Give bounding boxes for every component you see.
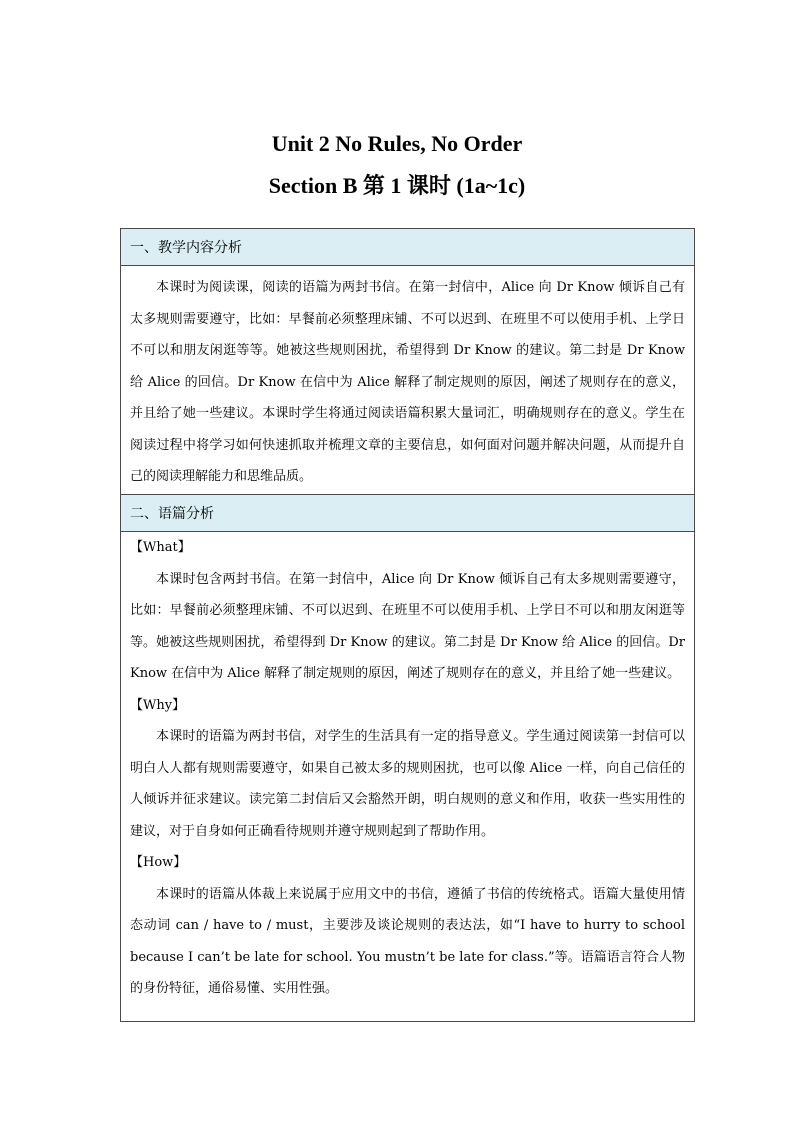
section2-heading: 二、语篇分析 — [121, 495, 695, 532]
section1-heading: 一、教学内容分析 — [121, 229, 695, 266]
what-paragraph: 本课时包含两封书信。在第一封信中，Alice 向 Dr Know 倾诉自己有太多规则需要遵守，比如：早餐前必须整理床铺、不可以迟到、在班里不可以使用手机、上学日不可以和朋友闲逛等等。她被这些规则困扰，希望得到 Dr Know 的建议。第二封是 Dr Know 给 Alice 的回信。Dr Know 在信中为 Alice 解释了制定规则的原因，阐述了规则存在的意义，并且给了她一些建议。 — [130, 571, 685, 681]
section1-header-row — [121, 229, 695, 266]
lesson-analysis-table — [120, 228, 695, 1022]
section1-body — [121, 266, 695, 495]
section1-body-row — [121, 266, 695, 495]
section1-paragraph: 本课时为阅读课，阅读的语篇为两封书信。在第一封信中，Alice 向 Dr Know 倾诉自己有太多规则需要遵守，比如：早餐前必须整理床铺、不可以迟到、在班里不可以使用手机、上学日不可以和朋友闲逛等等。她被这些规则困扰，希望得到 Dr Know 的建议。第二封是 Dr Know 给 Alice 的回信。Dr Know 在信中为 Alice 解释了制定规则的原因，阐述了规则存在的意义，并且给了她一些建议。本课时学生将通过阅读语篇积累大量词汇，明确规则存在的意义。学生在阅读过程中将学习如何快速抓取并梳理文章的主要信息，如何面对问题并解决问题，从而提升自己的阅读理解能力和思维品质。 — [130, 280, 685, 484]
why-label: 【Why】 — [130, 697, 186, 713]
why-paragraph: 本课时的语篇为两封书信，对学生的生活具有一定的指导意义。学生通过阅读第一封信可以明白人人都有规则需要遵守，如果自己被太多的规则困扰，也可以像 Alice 一样，向自己信任的人倾诉并征求建议。读完第二封信后又会豁然开朗，明白规则的意义和作用，收获一些实用性的建议，对于自身如何正确看待规则并遵守规则起到了帮助作用。 — [130, 729, 685, 839]
how-label: 【How】 — [130, 855, 187, 870]
what-label: 【What】 — [130, 540, 191, 555]
section2-body-row — [121, 532, 695, 1022]
section2-header-row — [121, 495, 695, 532]
section2-body — [121, 532, 695, 1022]
document-subtitle: Section B 第 1 课时 (1a~1c) — [268, 173, 526, 198]
how-paragraph: 本课时的语篇从体裁上来说属于应用文中的书信，遵循了书信的传统格式。语篇大量使用情态动词 can / have to / must，主要涉及谈论规则的表达法，如“I have to hurry to school because I can’t be late for school. You mustn’t be late for class.”等。语篇语言符合人物的身份特征，通俗易懂、实用性强。 — [130, 886, 685, 996]
document-title: Unit 2 No Rules, No Order — [271, 131, 523, 156]
